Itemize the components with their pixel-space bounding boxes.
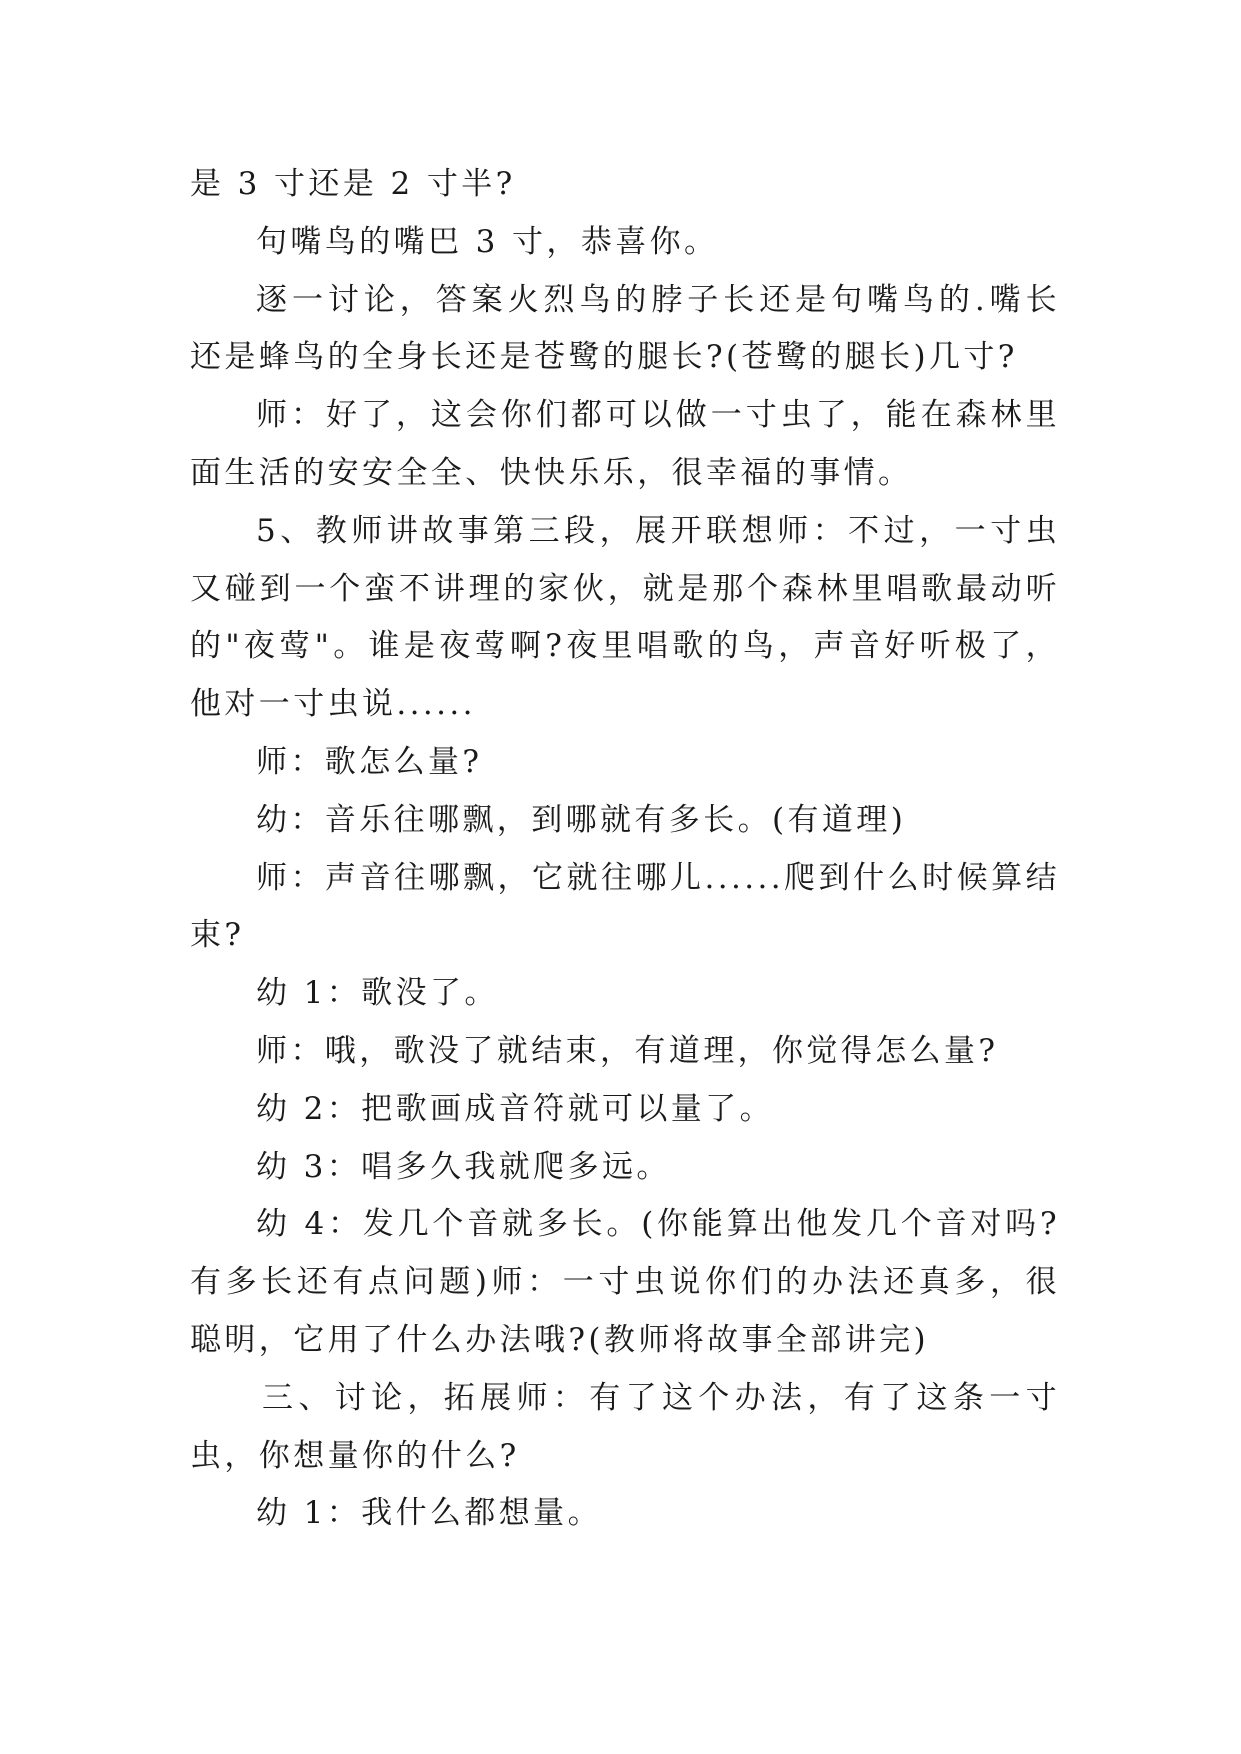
paragraph-3: 逐一讨论，答案火烈鸟的脖子长还是句嘴鸟的.嘴长还是蜂鸟的全身长还是苍鹭的腿长?(苍鹭的腿长)几寸? (190, 281, 1060, 376)
paragraph-13: 幼 4：发几个音就多长。(你能算出他发几个音对吗?有多长还有点问题)师：一寸虫说你们的办法还真多，很聪明，它用了什么办法哦?(教师将故事全部讲完) (190, 1206, 1060, 1358)
paragraph-4: 师：好了，这会你们都可以做一寸虫了，能在森林里面生活的安安全全、快快乐乐，很幸福的事情。 (190, 397, 1060, 491)
paragraph-5: 5、教师讲故事第三段，展开联想师：不过，一寸虫又碰到一个蛮不讲理的家伙，就是那个森林里唱歌最动听的"夜莺"。谁是夜莺啊?夜里唱歌的鸟，声音好听极了，他对一寸虫说...... (190, 512, 1060, 723)
paragraph-2: 句嘴鸟的嘴巴 3 寸，恭喜你。 (256, 223, 719, 260)
paragraph-12: 幼 3：唱多久我就爬多远。 (256, 1148, 671, 1185)
paragraph-1: 是 3 寸还是 2 寸半? (190, 166, 516, 202)
paragraph-9: 幼 1：歌没了。 (256, 975, 499, 1012)
paragraph-8: 师：声音往哪飘，它就往哪儿......爬到什么时候算结束? (190, 859, 1060, 954)
paragraph-6: 师：歌怎么量? (256, 743, 483, 780)
document-body (190, 156, 1060, 1543)
paragraph-7: 幼：音乐往哪飘，到哪就有多长。(有道理) (256, 801, 907, 838)
paragraph-15: 幼 1：我什么都想量。 (256, 1495, 602, 1532)
paragraph-14: 三、讨论，拓展师：有了这个办法，有了这条一寸虫，你想量你的什么? (190, 1379, 1060, 1474)
paragraph-10: 师：哦，歌没了就结束，有道理，你觉得怎么量? (256, 1032, 999, 1069)
paragraph-11: 幼 2：把歌画成音符就可以量了。 (256, 1090, 774, 1127)
